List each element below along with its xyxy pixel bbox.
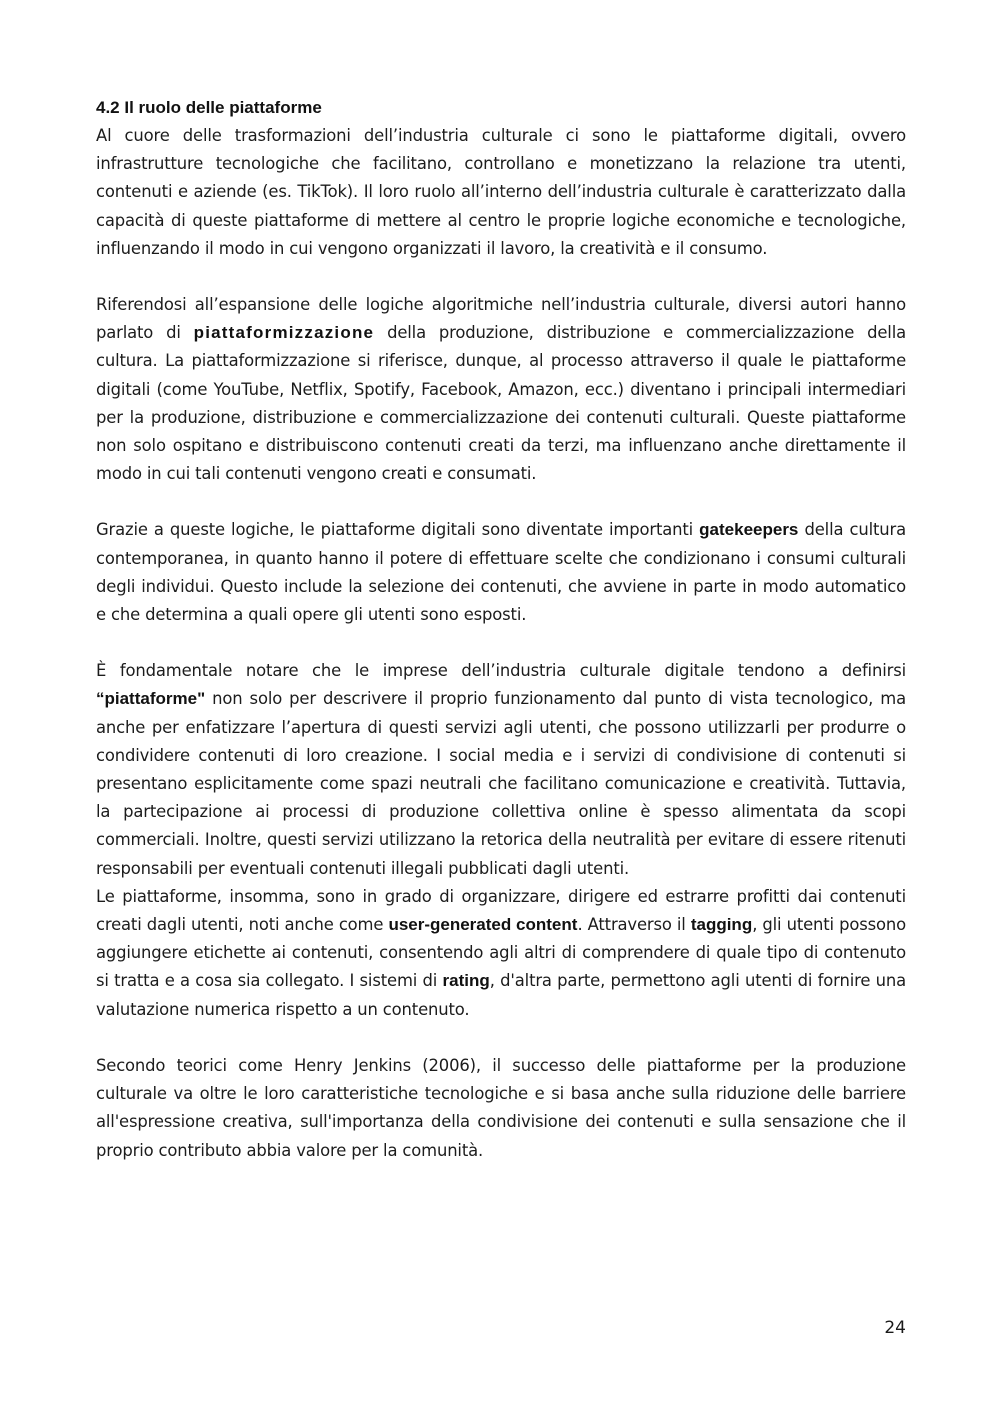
paragraph-spacer: [96, 1024, 906, 1052]
keyword-tagging: tagging: [690, 915, 753, 935]
paragraph-spacer: [96, 629, 906, 657]
keyword-piattaformizzazione: piattaformizzazione: [193, 323, 375, 343]
paragraph-text: della produzione, distribuzione e commercializzazione della cultura. La piattaformizzazione si riferisce, dunque, al processo attraverso il quale le piattaforme digitali (come YouTube, Netflix, Spotify, Facebook, Amazon, ecc.) diventano i principali intermediari per la produzione, distribuzione e commercializzazione dei contenuti culturali. Queste piattaforme non solo ospitano e distribuiscono contenuti creati da terzi, ma influenzano anche direttamente il modo in cui tali contenuti vengono creati e consumati.: [96, 323, 907, 484]
paragraph-text: . Attraverso il: [577, 915, 691, 935]
paragraph-gatekeepers: [96, 516, 906, 629]
paragraph-spacer: [96, 488, 906, 516]
paragraph-intro: Al cuore delle trasformazioni dell’industria culturale ci sono le piattaforme digitali, ovvero infrastrutture tecnologiche che facilitano, controllano e monetizzano la relazione tra utenti, contenuti e aziende (es. TikTok). Il loro ruolo all’interno dell’industria culturale è caratterizzato dalla capacità di queste piattaforme di mettere al centro le proprie logiche economiche e tecnologiche, influenzando il modo in cui vengono organizzati il lavoro, la creatività e il consumo.: [96, 126, 906, 258]
paragraph-text: non solo per descrivere il proprio funzionamento dal punto di vista tecnologico, ma anche per enfatizzare l’apertura di questi servizi agli utenti, che possono utilizzarli per produrre o condividere contenuti di loro creazione. I social media e i servizi di condivisione di contenuti si presentano esplicitamente come spazi neutrali che facilitano comunicazione e creatività. Tuttavia, la partecipazione ai processi di produzione collettiva online è spesso alimentata da scopi commerciali. Inoltre, questi servizi utilizzano la retorica della neutralità per evitare di essere ritenuti responsabili per eventuali contenuti illegali pubblicati dagli utenti.: [96, 689, 906, 878]
paragraph-text: Grazie a queste logiche, le piattaforme digitali sono diventate importanti: [96, 520, 700, 540]
paragraph-ugc: [96, 883, 906, 1024]
paragraph-text: Le piattaforme, insomma, sono in grado di organizzare, dirigere ed estrarre profitti dai contenuti creati dagli utenti, noti anche come: [96, 886, 906, 935]
page-number: 24: [884, 1318, 906, 1338]
paragraph-text: , gli utenti possono aggiungere etichette ai contenuti, consentendo agli altri di comprendere di quale tipo di contenuto si tratta e a cosa sia collegato. I sistemi di: [96, 915, 906, 991]
page-content: [96, 94, 906, 1165]
paragraph-neutrality: [96, 657, 906, 883]
paragraph-text: , d'altra parte, permettono agli utenti di fornire una valutazione numerica rispetto a un contenuto.: [96, 971, 906, 1019]
paragraph-jenkins: Secondo teorici come Henry Jenkins (2006), il successo delle piattaforme per la produzione culturale va oltre le loro caratteristiche tecnologiche e si basa anche sulla riduzione delle barriere all'espressione creativa, sull'importanza della condivisione dei contenuti e sulla sensazione che il proprio contributo abbia valore per la comunità.: [96, 1055, 906, 1160]
keyword-user-generated-content: user-generated content: [388, 915, 578, 935]
paragraph-text: Riferendosi all’espansione delle logiche algoritmiche nell’industria culturale, diversi autori hanno parlato di: [96, 295, 906, 343]
paragraph-text: della cultura contemporanea, in quanto hanno il potere di effettuare scelte che condizionano i consumi culturali degli individui. Questo include la selezione dei contenuti, che avviene in parte in modo automatico e che determina a quali opere gli utenti sono esposti.: [96, 520, 906, 625]
keyword-rating: rating: [442, 971, 490, 991]
paragraph-spacer: [96, 263, 906, 291]
paragraph-text: È fondamentale notare che le imprese dell’industria culturale digitale tendono a definirsi: [96, 661, 906, 681]
section-heading: 4.2 Il ruolo delle piattaforme: [96, 98, 322, 117]
paragraph-platformization: [96, 291, 906, 488]
keyword-piattaforme: “piattaforme": [96, 689, 206, 709]
keyword-gatekeepers: gatekeepers: [699, 520, 799, 540]
